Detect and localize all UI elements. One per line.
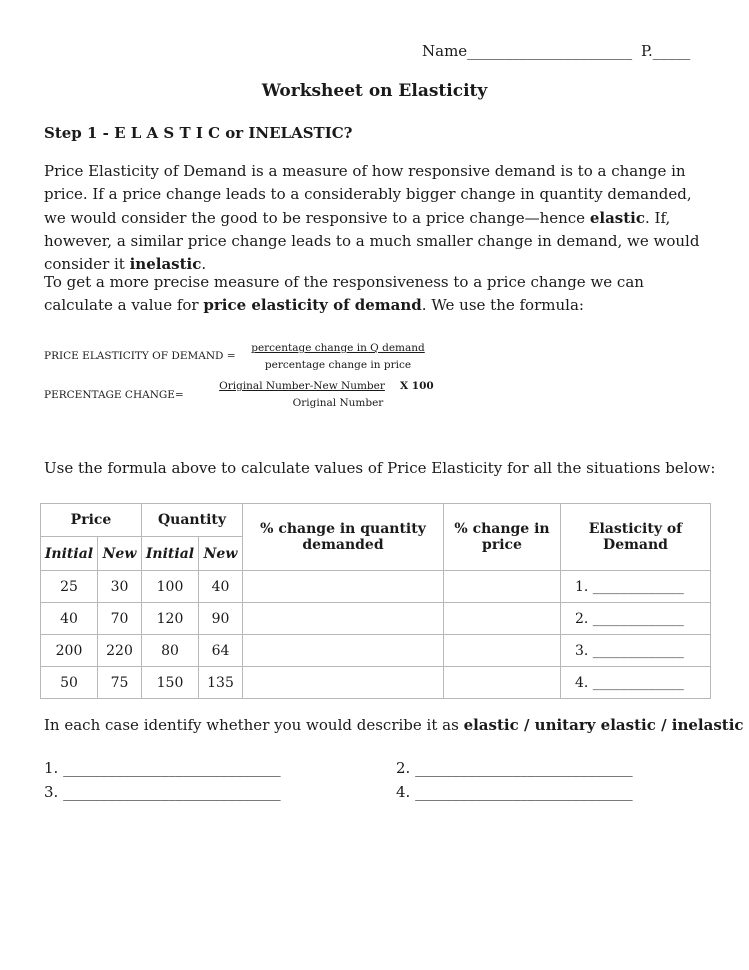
pct-change-quantity-cell[interactable]	[243, 667, 444, 699]
price-initial-cell: 25	[41, 571, 98, 603]
price-initial-cell: 50	[41, 667, 98, 699]
elasticity-answer-cell[interactable]: 2. _____________	[561, 603, 711, 635]
case-inelastic: inelastic	[671, 716, 744, 734]
pct-change-price-cell[interactable]	[444, 635, 561, 667]
pct-change-price-cell[interactable]	[444, 603, 561, 635]
case-instruction	[44, 716, 744, 734]
table-row	[41, 667, 711, 699]
pct-change-price-cell[interactable]	[444, 667, 561, 699]
qty-new-cell: 90	[199, 603, 243, 635]
case-elastic: elastic	[463, 716, 519, 734]
formula-intro-bold: price elasticity of demand	[203, 296, 422, 315]
qty-initial-cell: 80	[142, 635, 199, 667]
period-field[interactable]: P._____	[640, 42, 691, 60]
pct-change-quantity-header: % change in quantity demanded	[243, 504, 444, 571]
qty-initial-cell: 120	[142, 603, 199, 635]
intro-text-2: . If, however, a similar price change leads to a much smaller change in demand, we would consider it	[44, 208, 700, 274]
elasticity-answer-cell[interactable]: 4. _____________	[561, 667, 711, 699]
case-unitary-elastic: unitary elastic	[534, 716, 656, 734]
price-new-cell: 70	[98, 603, 142, 635]
price-initial-cell: 200	[41, 635, 98, 667]
pct-change-quantity-cell[interactable]	[243, 571, 444, 603]
qty-initial-cell: 150	[142, 667, 199, 699]
case-text: In each case identify whether you would describe it as	[44, 716, 464, 734]
elasticity-answer-cell[interactable]: 3. _____________	[561, 635, 711, 667]
elasticity-header: Elasticity of Demand	[561, 504, 711, 571]
price-new-cell: 30	[98, 571, 142, 603]
instruction-text: Use the formula above to calculate values of Price Elasticity for all the situations below:	[44, 459, 716, 477]
answer-line-3[interactable]: 3. _____________________________	[44, 783, 281, 801]
table-row	[41, 603, 711, 635]
elasticity-table	[40, 503, 711, 699]
step-heading: Step 1 - E L A S T I C or INELASTIC?	[44, 124, 353, 142]
page-title: Worksheet on Elasticity	[261, 81, 488, 101]
formula-intro-text-2: . We use the formula:	[421, 296, 584, 315]
multiplier: X 100	[400, 380, 434, 392]
elasticity-answer-cell[interactable]: 1. _____________	[561, 571, 711, 603]
price-header: Price	[41, 504, 142, 537]
name-field[interactable]: Name______________________	[422, 42, 633, 60]
formula-intro-text-1: To get a more precise measure of the responsiveness to a price change we can calculate a value for	[44, 273, 644, 315]
price-new-cell: 75	[98, 667, 142, 699]
case-separator-1: /	[518, 716, 535, 734]
price-initial-header: Initial	[41, 537, 98, 571]
qty-initial-cell: 100	[142, 571, 199, 603]
price-initial-cell: 40	[41, 603, 98, 635]
answer-line-2[interactable]: 2. _____________________________	[396, 759, 633, 777]
qty-new-header: New	[199, 537, 243, 571]
percentage-change-denominator: Original Number	[292, 397, 384, 409]
table-row	[41, 635, 711, 667]
elasticity-formula-numerator: percentage change in Q demand	[251, 342, 425, 354]
price-new-cell: 220	[98, 635, 142, 667]
case-separator-2: /	[655, 716, 672, 734]
intro-bold-inelastic: inelastic	[129, 255, 202, 274]
answer-line-1[interactable]: 1. _____________________________	[44, 759, 281, 777]
elasticity-formula-label: PRICE ELASTICITY OF DEMAND =	[44, 350, 236, 362]
name-period-line	[422, 42, 690, 60]
qty-new-cell: 40	[199, 571, 243, 603]
intro-bold-elastic: elastic	[589, 208, 645, 227]
qty-new-cell: 135	[199, 667, 243, 699]
answer-line-4[interactable]: 4. _____________________________	[396, 783, 633, 801]
intro-text-3: .	[201, 255, 207, 274]
price-new-header: New	[98, 537, 142, 571]
formula-intro-paragraph	[44, 271, 716, 318]
pct-change-price-header: % change in price	[444, 504, 561, 571]
table-row	[41, 571, 711, 603]
qty-initial-header: Initial	[142, 537, 199, 571]
quantity-header: Quantity	[142, 504, 243, 537]
elasticity-formula-denominator: percentage change in price	[264, 359, 412, 371]
intro-text-1: Price Elasticity of Demand is a measure of how responsive demand is to a change in price. If a price change leads to a considerably bigger change in quantity demanded, we would consider the good to be responsive to a price change—hence	[44, 162, 692, 227]
qty-new-cell: 64	[199, 635, 243, 667]
pct-change-quantity-cell[interactable]	[243, 603, 444, 635]
pct-change-quantity-cell[interactable]	[243, 635, 444, 667]
pct-change-price-cell[interactable]	[444, 571, 561, 603]
intro-paragraph	[44, 160, 716, 276]
percentage-change-label: PERCENTAGE CHANGE=	[44, 389, 184, 401]
percentage-change-numerator: Original Number-New Number	[219, 380, 385, 392]
